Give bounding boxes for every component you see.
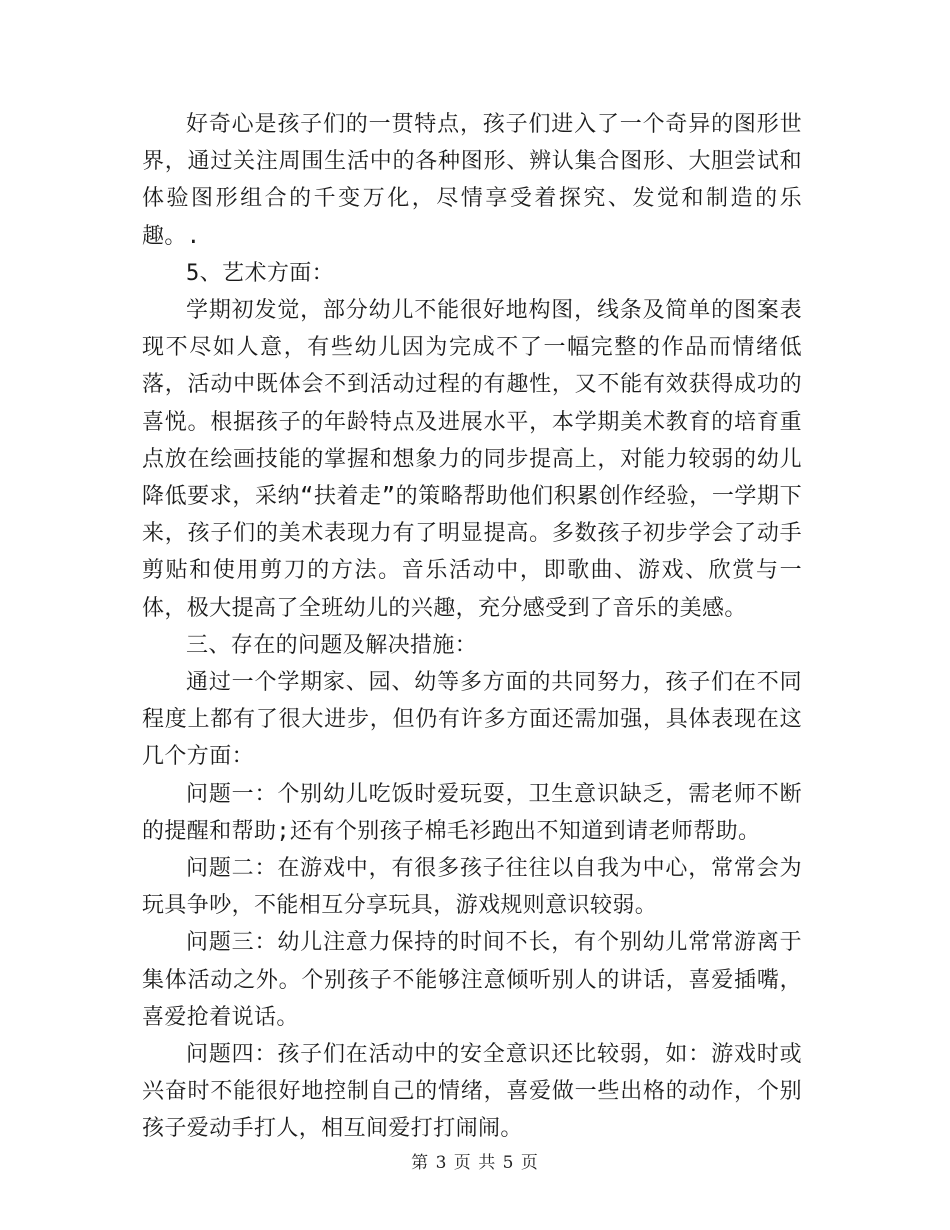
document-body <box>142 106 802 1148</box>
heading-problems-section: 三、存在的问题及解决措施： <box>186 632 478 658</box>
page-number-footer: 第 3 页 共 5 页 <box>411 1153 539 1173</box>
heading-art-section: 5、艺术方面： <box>186 260 335 286</box>
paragraph-art-progress: 学期初发觉，部分幼儿不能很好地构图，线条及简单的图案表现不尽如人意，有些幼儿因为完成不了一幅完整的作品而情绪低落，活动中既体会不到活动过程的有趣性，又不能有效获得成功的喜悦。根据孩子的年龄特点及进展水平，本学期美术教育的培育重点放在绘画技能的掌握和想象力的同步提高上，对能力较弱的幼儿降低要求，采纳“扶着走”的策略帮助他们积累创作经验，一学期下来，孩子们的美术表现力有了明显提高。多数孩子初步学会了动手剪贴和使用剪刀的方法。音乐活动中，即歌曲、游戏、欣赏与一体，极大提高了全班幼儿的兴趣，充分感受到了音乐的美感。 <box>142 298 802 621</box>
paragraph-graphics-curiosity: 好奇心是孩子们的一贯特点，孩子们进入了一个奇异的图形世界，通过关注周围生活中的各种图形、辨认集合图形、大胆尝试和体验图形组合的千变万化，尽情享受着探究、发觉和制造的乐趣。. <box>142 112 802 249</box>
paragraph-problem-two: 问题二：在游戏中，有很多孩子往往以自我为中心，常常会为玩具争吵，不能相互分享玩具，游戏规则意识较弱。 <box>142 856 802 919</box>
paragraph-problem-one: 问题一：个别幼儿吃饭时爱玩耍，卫生意识缺乏，需老师不断的提醒和帮助;还有个别孩子棉毛衫跑出不知道到请老师帮助。 <box>142 781 802 844</box>
paragraph-problems-intro: 通过一个学期家、园、幼等多方面的共同努力，孩子们在不同程度上都有了很大进步，但仍有许多方面还需加强，具体表现在这几个方面： <box>142 670 802 770</box>
paragraph-problem-three: 问题三：幼儿注意力保持的时间不长，有个别幼儿常常游离于集体活动之外。个别孩子不能够注意倾听别人的讲话，喜爱插嘴，喜爱抢着说话。 <box>142 930 802 1030</box>
paragraph-problem-four: 问题四：孩子们在活动中的安全意识还比较弱，如：游戏时或兴奋时不能很好地控制自己的情绪，喜爱做一些出格的动作，个别孩子爱动手打人，相互间爱打打闹闹。 <box>142 1042 802 1142</box>
